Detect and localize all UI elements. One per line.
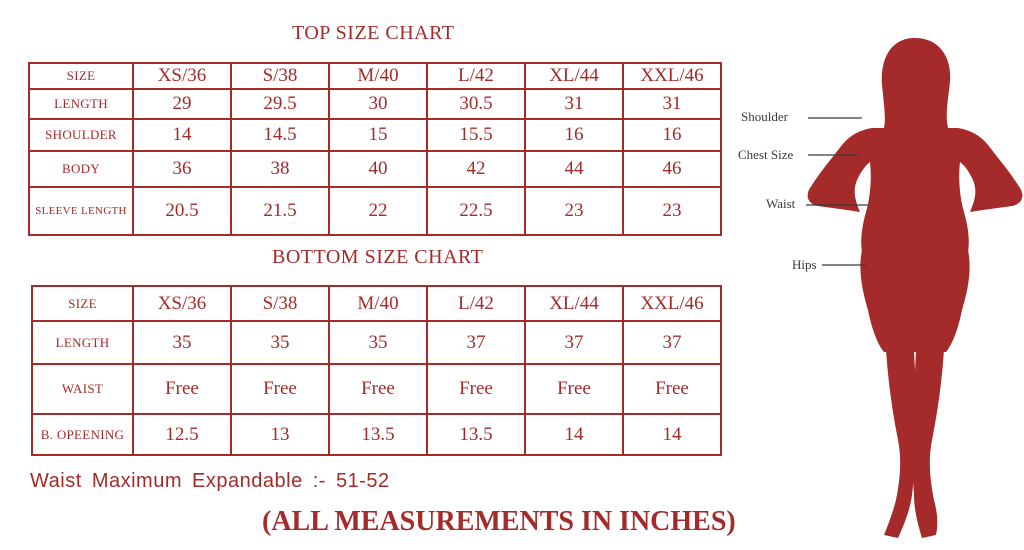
table-cell: 15	[329, 119, 427, 151]
table-cell: 14	[133, 119, 231, 151]
table-cell: 40	[329, 151, 427, 187]
row-label: SHOULDER	[29, 119, 133, 151]
table-cell: 29	[133, 89, 231, 119]
table-cell: 22.5	[427, 187, 525, 235]
table-cell: 35	[133, 321, 231, 364]
row-label: SLEEVE LENGTH	[29, 187, 133, 235]
header-cell: L/42	[427, 63, 525, 89]
header-cell: S/38	[231, 286, 329, 321]
table-cell: 42	[427, 151, 525, 187]
header-cell: XXL/46	[623, 63, 721, 89]
table-cell: 23	[525, 187, 623, 235]
table-cell: 44	[525, 151, 623, 187]
header-cell: SIZE	[29, 63, 133, 89]
table-cell: 14	[623, 414, 721, 455]
table-cell: Free	[133, 364, 231, 414]
header-cell: SIZE	[32, 286, 133, 321]
table-cell: Free	[525, 364, 623, 414]
header-cell: XXL/46	[623, 286, 721, 321]
table-cell: Free	[231, 364, 329, 414]
waist-note: Waist Maximum Expandable :- 51-52	[30, 470, 390, 492]
table-cell: 21.5	[231, 187, 329, 235]
row-label: WAIST	[32, 364, 133, 414]
measurements-footer: (ALL MEASUREMENTS IN INCHES)	[262, 506, 736, 537]
table-cell: Free	[329, 364, 427, 414]
header-cell: XS/36	[133, 63, 231, 89]
hips-label: Hips	[792, 257, 817, 272]
bottom-chart-title: BOTTOM SIZE CHART	[272, 246, 484, 268]
table-cell: 13.5	[329, 414, 427, 455]
header-cell: XL/44	[525, 63, 623, 89]
header-cell: M/40	[329, 286, 427, 321]
table-cell: 35	[231, 321, 329, 364]
table-cell: 14	[525, 414, 623, 455]
table-cell: 37	[525, 321, 623, 364]
table-cell: 23	[623, 187, 721, 235]
row-label: LENGTH	[29, 89, 133, 119]
row-label: LENGTH	[32, 321, 133, 364]
row-label: BODY	[29, 151, 133, 187]
table-cell: 15.5	[427, 119, 525, 151]
table-cell: Free	[427, 364, 525, 414]
table-cell: 13	[231, 414, 329, 455]
header-cell: M/40	[329, 63, 427, 89]
table-cell: 37	[623, 321, 721, 364]
table-cell: 16	[525, 119, 623, 151]
table-cell: 31	[623, 89, 721, 119]
header-cell: S/38	[231, 63, 329, 89]
row-label: B. OPEENING	[32, 414, 133, 455]
table-cell: 22	[329, 187, 427, 235]
header-cell: XL/44	[525, 286, 623, 321]
table-cell: 46	[623, 151, 721, 187]
table-cell: 12.5	[133, 414, 231, 455]
header-cell: L/42	[427, 286, 525, 321]
table-cell: 29.5	[231, 89, 329, 119]
table-cell: 13.5	[427, 414, 525, 455]
table-cell: 31	[525, 89, 623, 119]
table-cell: 30	[329, 89, 427, 119]
waist-label: Waist	[766, 196, 796, 211]
shoulder-label: Shoulder	[741, 109, 788, 124]
chest-size-label: Chest Size	[738, 147, 794, 162]
table-cell: 16	[623, 119, 721, 151]
table-cell: 14.5	[231, 119, 329, 151]
table-cell: 36	[133, 151, 231, 187]
table-cell: 20.5	[133, 187, 231, 235]
table-cell: 37	[427, 321, 525, 364]
woman-silhouette-icon	[808, 38, 1023, 538]
table-cell: Free	[623, 364, 721, 414]
header-cell: XS/36	[133, 286, 231, 321]
table-cell: 30.5	[427, 89, 525, 119]
table-cell: 35	[329, 321, 427, 364]
top-chart-title: TOP SIZE CHART	[292, 22, 455, 44]
table-cell: 38	[231, 151, 329, 187]
